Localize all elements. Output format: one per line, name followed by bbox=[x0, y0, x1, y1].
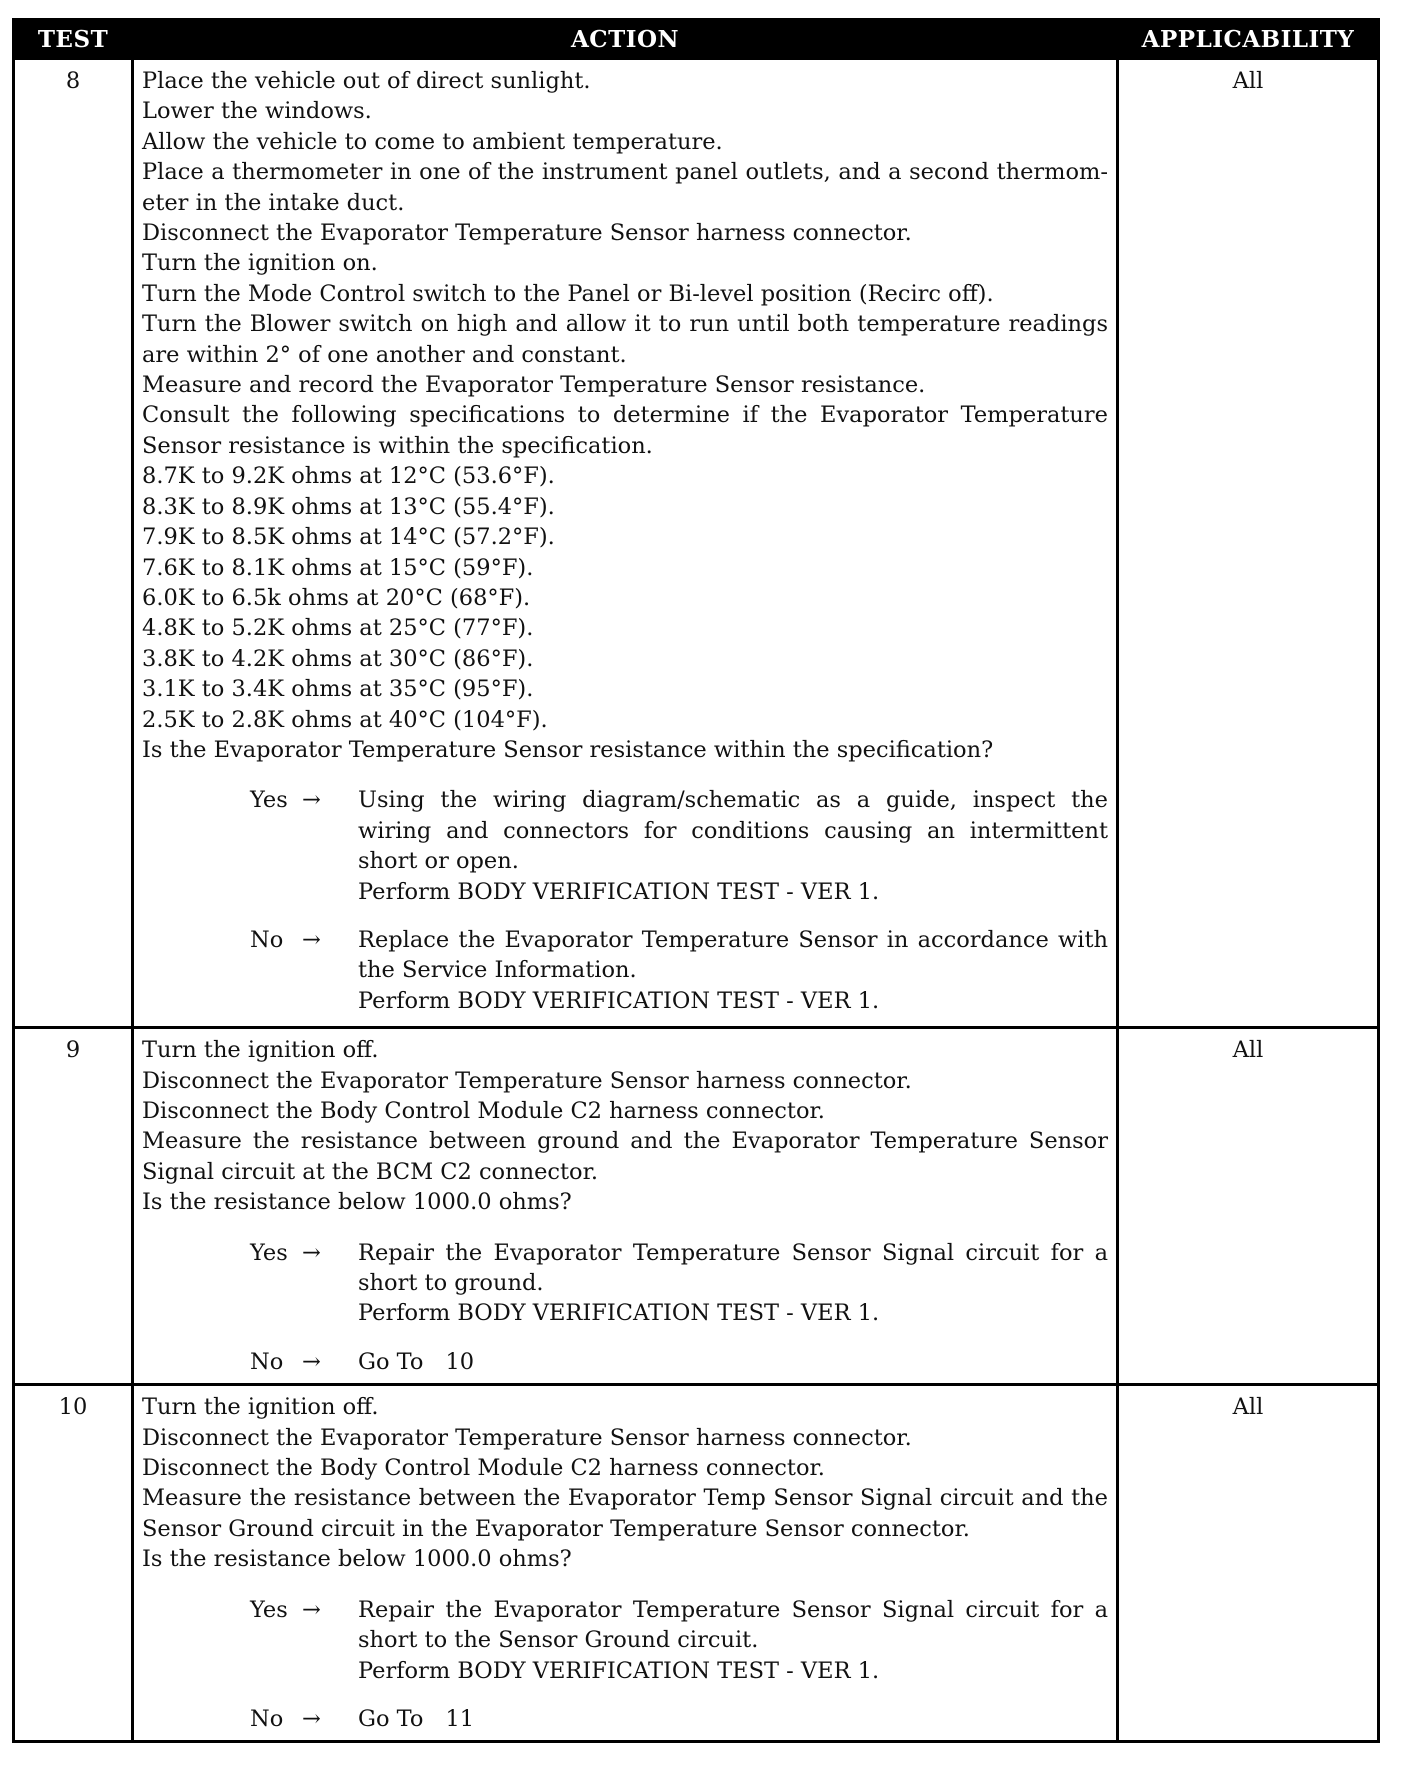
step: Place a thermometer in one of the instrument panel outlets, and a second thermom-eter in the intake duct. bbox=[142, 159, 1108, 216]
arrow-icon: → bbox=[302, 926, 321, 953]
step: Measure the resistance between ground and the Evaporator Temperature Sensor Signal circuit at the BCM C2 connector. bbox=[142, 1128, 1108, 1185]
arrow-icon: → bbox=[302, 1348, 321, 1375]
header-applicability: APPLICABILITY bbox=[1118, 20, 1379, 59]
step: Disconnect the Body Control Module C2 harness connector. bbox=[142, 1098, 825, 1124]
test-number: 9 bbox=[14, 1028, 133, 1385]
header-test: TEST bbox=[14, 20, 133, 59]
answer-label: No bbox=[250, 926, 284, 953]
answer-label: No bbox=[250, 1348, 284, 1375]
diagnostic-test-table bbox=[12, 18, 1380, 1743]
applicability-cell: All bbox=[1118, 1385, 1379, 1742]
step: Measure the resistance between the Evaporator Temp Sensor Signal circuit and the Sensor Ground circuit in the Evaporator Temperature Sensor connector. bbox=[142, 1485, 1108, 1542]
spec-line: 8.7K to 9.2K ohms at 12°C (53.6°F). bbox=[142, 463, 555, 490]
step: Lower the windows. bbox=[142, 98, 372, 125]
result-text: Repair the Evaporator Temperature Sensor Signal circuit for a short to the Sensor Ground circuit. bbox=[358, 1596, 1108, 1654]
outcome-no bbox=[250, 925, 1108, 1016]
spec-line: 7.6K to 8.1K ohms at 15°C (59°F). bbox=[142, 554, 534, 581]
result-text: Replace the Evaporator Temperature Sensor in accordance with the Service Information. bbox=[358, 926, 1108, 984]
action-cell bbox=[133, 1028, 1118, 1385]
outcome-result bbox=[358, 1704, 1108, 1734]
step: Disconnect the Body Control Module C2 harness connector. bbox=[142, 1455, 825, 1482]
spec-line: 3.1K to 3.4K ohms at 35°C (95°F). bbox=[142, 676, 534, 703]
action-cell bbox=[133, 59, 1118, 1028]
spec-line: 4.8K to 5.2K ohms at 25°C (77°F). bbox=[142, 615, 534, 642]
test-number: 8 bbox=[14, 59, 133, 1028]
goto-text: Go To bbox=[358, 1705, 424, 1732]
perform-text: Perform BODY VERIFICATION TEST - VER 1. bbox=[358, 878, 880, 905]
spec-line: 6.0K to 6.5k ohms at 20°C (68°F). bbox=[142, 584, 531, 611]
result-text: Repair the Evaporator Temperature Sensor Signal circuit for a short to ground. bbox=[358, 1239, 1108, 1297]
outcome-yes bbox=[250, 785, 1108, 907]
step: Disconnect the Evaporator Temperature Sensor harness connector. bbox=[142, 220, 912, 247]
step: Disconnect the Evaporator Temperature Sensor harness connector. bbox=[142, 1424, 912, 1451]
test-row-8 bbox=[14, 59, 1379, 1028]
step: Turn the ignition off. bbox=[142, 1037, 379, 1064]
arrow-icon: → bbox=[302, 787, 321, 814]
outcome-no bbox=[250, 1347, 1108, 1377]
answer-label: Yes bbox=[250, 1239, 288, 1266]
step: Consult the following specifications to determine if the Evaporator Temperature Sensor resistance is within the specification. bbox=[142, 402, 1108, 459]
arrow-icon: → bbox=[302, 1239, 321, 1266]
outcome-yes bbox=[250, 1238, 1108, 1329]
table-header-row bbox=[14, 20, 1379, 59]
answer-label: Yes bbox=[250, 787, 288, 814]
spec-line: 7.9K to 8.5K ohms at 14°C (57.2°F). bbox=[142, 524, 555, 551]
goto-test-link[interactable]: 11 bbox=[445, 1705, 475, 1732]
outcome-result bbox=[358, 785, 1108, 907]
step: Allow the vehicle to come to ambient temperature. bbox=[142, 128, 723, 155]
outcome-result bbox=[358, 1238, 1108, 1329]
step: Turn the Mode Control switch to the Panel or Bi-level position (Recirc off). bbox=[142, 280, 994, 307]
answer-label: Yes bbox=[250, 1596, 288, 1623]
outcome-result bbox=[358, 1347, 1108, 1377]
test-row-9 bbox=[14, 1028, 1379, 1385]
goto-test-link[interactable]: 10 bbox=[445, 1348, 475, 1375]
test-number: 10 bbox=[14, 1385, 133, 1742]
step: Measure and record the Evaporator Temperature Sensor resistance. bbox=[142, 372, 926, 399]
question: Is the resistance below 1000.0 ohms? bbox=[142, 1546, 572, 1573]
goto-text: Go To bbox=[358, 1348, 424, 1375]
arrow-icon: → bbox=[302, 1705, 321, 1732]
step: Place the vehicle out of direct sunlight. bbox=[142, 68, 591, 94]
outcome-yes bbox=[250, 1595, 1108, 1686]
diagnostic-table-page bbox=[12, 18, 1377, 1743]
question: Is the Evaporator Temperature Sensor resistance within the specification? bbox=[142, 736, 994, 763]
step: Turn the ignition on. bbox=[142, 250, 378, 277]
spec-line: 3.8K to 4.2K ohms at 30°C (86°F). bbox=[142, 645, 534, 672]
header-action: ACTION bbox=[133, 20, 1118, 59]
step: Turn the Blower switch on high and allow it to run until both temperature readings are within 2° of one another and constant. bbox=[142, 311, 1108, 368]
applicability-cell: All bbox=[1118, 1028, 1379, 1385]
question: Is the resistance below 1000.0 ohms? bbox=[142, 1189, 572, 1216]
test-row-10 bbox=[14, 1385, 1379, 1742]
result-text: Using the wiring diagram/schematic as a guide, inspect the wiring and connectors for conditions causing an intermittent short or open. bbox=[358, 787, 1108, 875]
step: Turn the ignition off. bbox=[142, 1394, 379, 1421]
step: Disconnect the Evaporator Temperature Sensor harness connector. bbox=[142, 1067, 912, 1094]
arrow-icon: → bbox=[302, 1596, 321, 1623]
perform-text: Perform BODY VERIFICATION TEST - VER 1. bbox=[358, 987, 880, 1014]
perform-text: Perform BODY VERIFICATION TEST - VER 1. bbox=[358, 1657, 880, 1684]
applicability-cell: All bbox=[1118, 59, 1379, 1028]
outcome-result bbox=[358, 925, 1108, 1016]
outcome-no bbox=[250, 1704, 1108, 1734]
perform-text: Perform BODY VERIFICATION TEST - VER 1. bbox=[358, 1300, 880, 1327]
answer-label: No bbox=[250, 1705, 284, 1732]
spec-line: 8.3K to 8.9K ohms at 13°C (55.4°F). bbox=[142, 493, 555, 520]
action-cell bbox=[133, 1385, 1118, 1742]
outcome-result bbox=[358, 1595, 1108, 1686]
spec-line: 2.5K to 2.8K ohms at 40°C (104°F). bbox=[142, 706, 548, 733]
